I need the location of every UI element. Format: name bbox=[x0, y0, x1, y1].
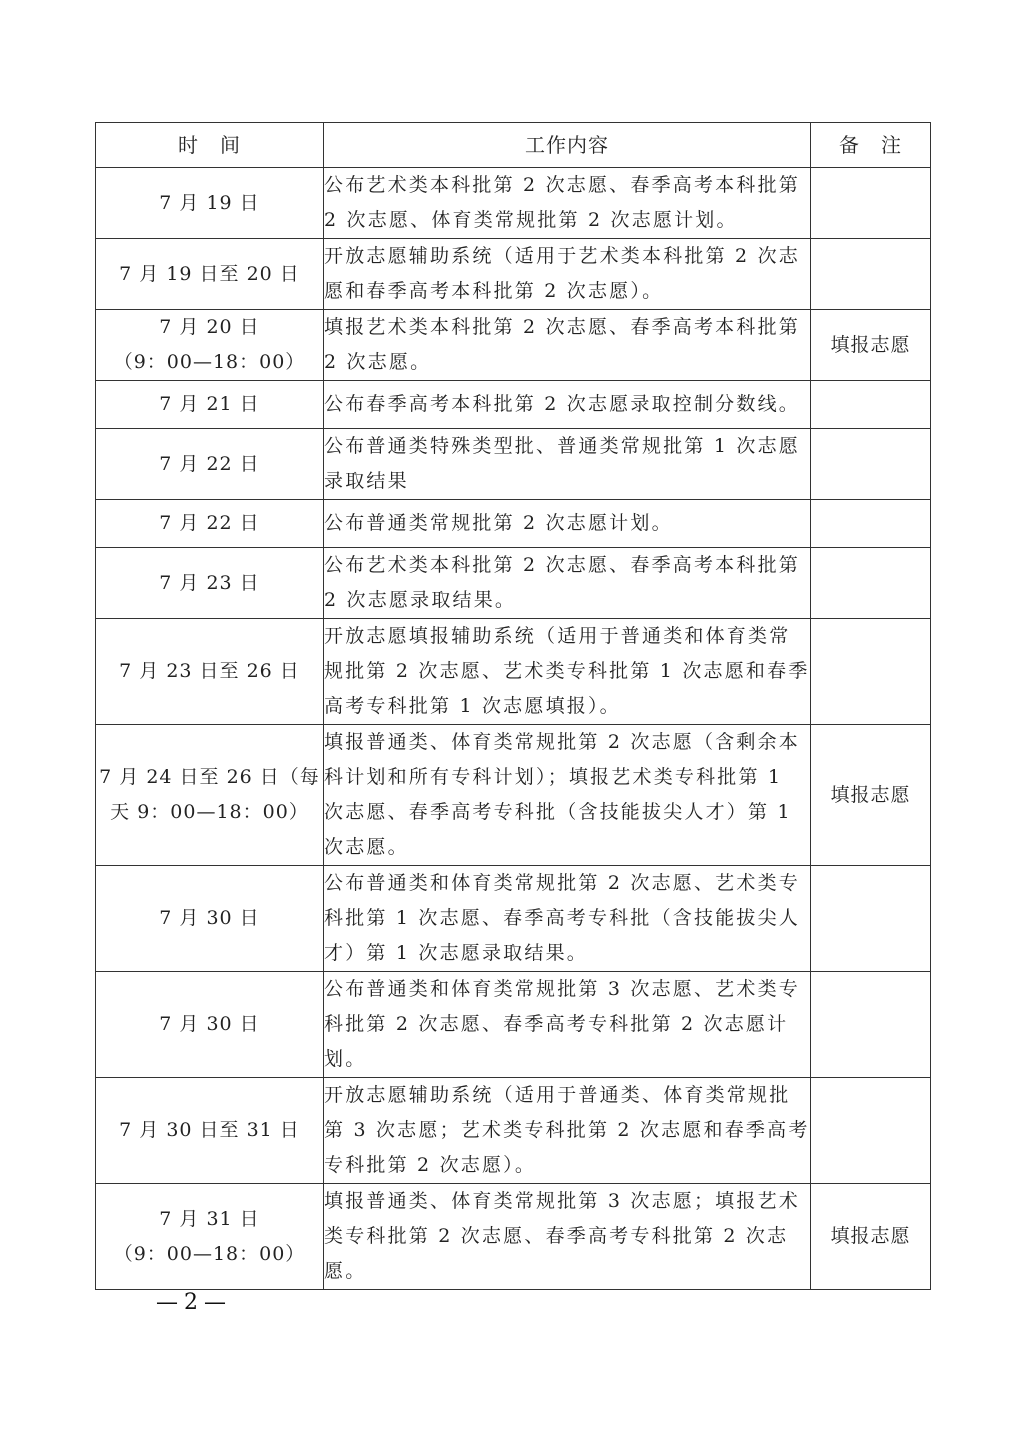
row-time: 7 月 30 日 bbox=[96, 866, 324, 972]
row-note: 填报志愿 bbox=[811, 725, 931, 866]
row-content: 公布春季高考本科批第 2 次志愿录取控制分数线。 bbox=[324, 381, 811, 429]
page-dash-right: — bbox=[204, 1290, 226, 1315]
row-note bbox=[811, 972, 931, 1078]
table-row bbox=[96, 429, 931, 500]
table-row bbox=[96, 239, 931, 310]
row-content: 开放志愿辅助系统（适用于普通类、体育类常规批第 3 次志愿；艺术类专科批第 2 次志愿和春季高考专科批第 2 次志愿）。 bbox=[324, 1078, 811, 1184]
table-row bbox=[96, 619, 931, 725]
page-number-value: 2 bbox=[184, 1290, 198, 1315]
row-content: 填报普通类、体育类常规批第 2 次志愿（含剩余本科计划和所有专科计划）；填报艺术类专科批第 1 次志愿、春季高考专科批（含技能拔尖人才）第 1 次志愿。 bbox=[324, 725, 811, 866]
row-content: 公布普通类和体育类常规批第 3 次志愿、艺术类专科批第 2 次志愿、春季高考专科批第 2 次志愿计划。 bbox=[324, 972, 811, 1078]
row-time: 7 月 22 日 bbox=[96, 429, 324, 500]
row-time: 7 月 23 日至 26 日 bbox=[96, 619, 324, 725]
page-number bbox=[150, 1290, 232, 1315]
row-content: 公布艺术类本科批第 2 次志愿、春季高考本科批第 2 次志愿、体育类常规批第 2 次志愿计划。 bbox=[324, 168, 811, 239]
header-content: 工作内容 bbox=[324, 123, 811, 168]
table-row bbox=[96, 1078, 931, 1184]
table-row bbox=[96, 168, 931, 239]
row-note bbox=[811, 168, 931, 239]
table-row bbox=[96, 548, 931, 619]
table-row bbox=[96, 972, 931, 1078]
header-note: 备 注 bbox=[811, 123, 931, 168]
row-time: 7 月 24 日至 26 日（每天 9：00—18：00） bbox=[96, 725, 324, 866]
row-content: 填报普通类、体育类常规批第 3 次志愿；填报艺术类专科批第 2 次志愿、春季高考专科批第 2 次志愿。 bbox=[324, 1184, 811, 1290]
row-content: 公布普通类常规批第 2 次志愿计划。 bbox=[324, 500, 811, 548]
row-time: 7 月 19 日至 20 日 bbox=[96, 239, 324, 310]
row-time: 7 月 20 日 （9：00—18：00） bbox=[96, 310, 324, 381]
table-row bbox=[96, 866, 931, 972]
row-note: 填报志愿 bbox=[811, 1184, 931, 1290]
row-time: 7 月 31 日 （9：00—18：00） bbox=[96, 1184, 324, 1290]
row-note bbox=[811, 429, 931, 500]
table-row bbox=[96, 310, 931, 381]
row-note bbox=[811, 500, 931, 548]
schedule-table bbox=[95, 122, 931, 1290]
page-dash-left: — bbox=[156, 1290, 178, 1315]
table-header-row bbox=[96, 123, 931, 168]
row-time: 7 月 21 日 bbox=[96, 381, 324, 429]
row-content: 开放志愿辅助系统（适用于艺术类本科批第 2 次志愿和春季高考本科批第 2 次志愿）。 bbox=[324, 239, 811, 310]
row-note bbox=[811, 866, 931, 972]
row-time: 7 月 30 日 bbox=[96, 972, 324, 1078]
row-time: 7 月 23 日 bbox=[96, 548, 324, 619]
row-content: 开放志愿填报辅助系统（适用于普通类和体育类常规批第 2 次志愿、艺术类专科批第 1 次志愿和春季高考专科批第 1 次志愿填报）。 bbox=[324, 619, 811, 725]
row-time: 7 月 30 日至 31 日 bbox=[96, 1078, 324, 1184]
table-row bbox=[96, 1184, 931, 1290]
row-content: 填报艺术类本科批第 2 次志愿、春季高考本科批第 2 次志愿。 bbox=[324, 310, 811, 381]
row-note bbox=[811, 1078, 931, 1184]
row-note: 填报志愿 bbox=[811, 310, 931, 381]
header-time: 时 间 bbox=[96, 123, 324, 168]
row-note bbox=[811, 381, 931, 429]
row-note bbox=[811, 619, 931, 725]
row-note bbox=[811, 239, 931, 310]
row-time: 7 月 22 日 bbox=[96, 500, 324, 548]
table-row bbox=[96, 500, 931, 548]
row-note bbox=[811, 548, 931, 619]
row-content: 公布普通类和体育类常规批第 2 次志愿、艺术类专科批第 1 次志愿、春季高考专科批（含技能拔尖人才）第 1 次志愿录取结果。 bbox=[324, 866, 811, 972]
row-content: 公布普通类特殊类型批、普通类常规批第 1 次志愿录取结果 bbox=[324, 429, 811, 500]
row-content: 公布艺术类本科批第 2 次志愿、春季高考本科批第 2 次志愿录取结果。 bbox=[324, 548, 811, 619]
table-row bbox=[96, 725, 931, 866]
table-row bbox=[96, 381, 931, 429]
row-time: 7 月 19 日 bbox=[96, 168, 324, 239]
